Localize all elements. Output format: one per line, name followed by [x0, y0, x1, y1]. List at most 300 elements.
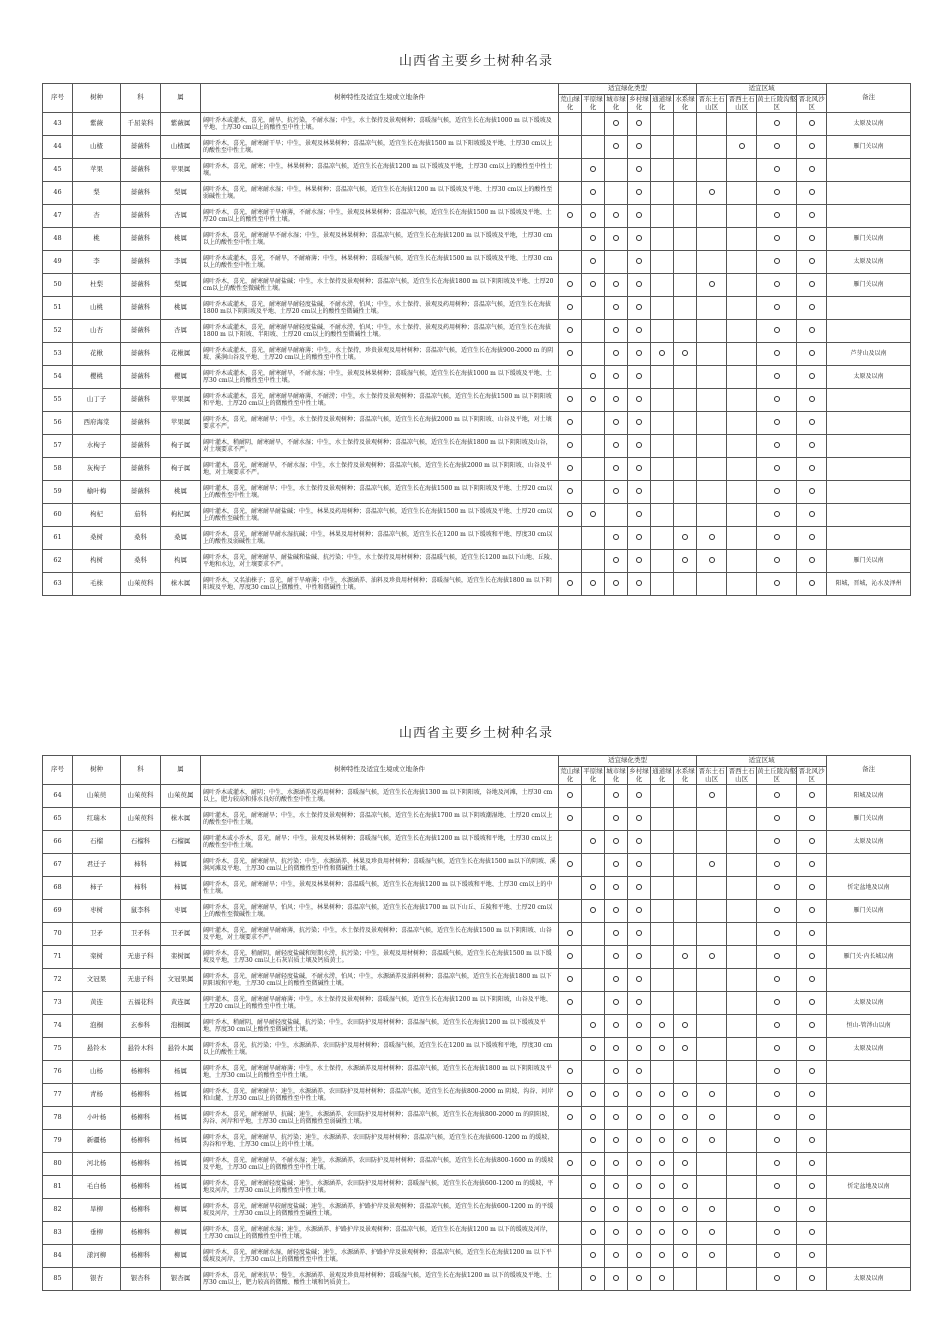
table-row — [43, 1199, 911, 1222]
cell-remark — [827, 320, 911, 343]
table-row — [43, 1130, 911, 1153]
cell-greening-mark — [674, 1153, 697, 1176]
suitable-circle-icon — [613, 838, 619, 844]
cell-genus: 柿属 — [161, 877, 201, 900]
suitable-circle-icon — [774, 884, 780, 890]
cell-region-mark — [757, 113, 797, 136]
cell-tree: 山杨 — [73, 1061, 121, 1084]
suitable-circle-icon — [567, 396, 573, 402]
suitable-circle-icon — [774, 212, 780, 218]
table-row — [43, 504, 911, 527]
suitable-circle-icon — [774, 861, 780, 867]
suitable-circle-icon — [809, 884, 815, 890]
cell-region-mark — [727, 785, 757, 808]
cell-greening-mark — [559, 946, 582, 969]
suitable-circle-icon — [636, 999, 642, 1005]
cell-greening-mark — [582, 389, 605, 412]
cell-remark: 忻定盆地及以南 — [827, 877, 911, 900]
suitable-circle-icon — [774, 166, 780, 172]
suitable-circle-icon — [613, 465, 619, 471]
cell-greening-mark — [628, 923, 651, 946]
table-row — [43, 481, 911, 504]
suitable-circle-icon — [613, 1045, 619, 1051]
cell-family: 桑科 — [121, 527, 161, 550]
suitable-circle-icon — [567, 1160, 573, 1166]
cell-greening-mark — [674, 1199, 697, 1222]
cell-family: 蔷薇科 — [121, 320, 161, 343]
cell-region-mark — [757, 297, 797, 320]
col-region: 晋西土石山区 — [728, 95, 755, 111]
cell-greening-mark — [559, 1061, 582, 1084]
suitable-circle-icon — [774, 1160, 780, 1166]
suitable-circle-icon — [774, 838, 780, 844]
suitable-circle-icon — [709, 861, 715, 867]
cell-greening-mark — [559, 1130, 582, 1153]
suitable-circle-icon — [567, 419, 573, 425]
suitable-circle-icon — [590, 1229, 596, 1235]
suitable-circle-icon — [636, 304, 642, 310]
col-region: 晋西土石山区 — [728, 767, 755, 783]
cell-region-mark — [697, 435, 727, 458]
cell-region-mark — [697, 923, 727, 946]
cell-greening-mark — [651, 550, 674, 573]
suitable-circle-icon — [590, 1275, 596, 1281]
cell-greening-mark — [605, 831, 628, 854]
cell-greening-mark — [628, 481, 651, 504]
cell-greening-mark — [559, 854, 582, 877]
cell-region-mark — [727, 854, 757, 877]
cell-remark — [827, 854, 911, 877]
cell-genus: 构属 — [161, 550, 201, 573]
cell-greening-mark — [674, 504, 697, 527]
cell-remark — [827, 458, 911, 481]
suitable-circle-icon — [636, 1275, 642, 1281]
cell-greening-mark — [582, 1015, 605, 1038]
col-region: 晋东土石山区 — [698, 95, 725, 111]
cell-greening-mark — [651, 1176, 674, 1199]
cell-family: 蔷薇科 — [121, 481, 161, 504]
cell-greening-mark — [628, 900, 651, 923]
suitable-circle-icon — [774, 1229, 780, 1235]
cell-tree: 毛梾 — [73, 573, 121, 596]
cell-greening-mark — [559, 343, 582, 366]
cell-tree: 河北杨 — [73, 1153, 121, 1176]
cell-region-mark — [797, 274, 827, 297]
cell-desc: 阔叶灌木或小乔木，喜光，耐旱；中生，景观及林果树种；喜暖湿气候，适宜生长在海拔1200 m 以下缓坡和平地，土厚30 cm以上的酸性至中性土壤。 — [201, 831, 559, 854]
cell-greening-mark — [651, 1222, 674, 1245]
cell-desc: 阔叶乔木，喜光，耐寒耐旱；中生，水土保持及景观树种；喜温凉气候，适宜生长在海拔2000 m 以下阴阳坡、山谷及平地，对土壤要求不严。 — [201, 412, 559, 435]
suitable-circle-icon — [636, 419, 642, 425]
cell-tree: 毛白杨 — [73, 1176, 121, 1199]
suitable-circle-icon — [636, 442, 642, 448]
cell-remark — [827, 1130, 911, 1153]
cell-greening-mark — [651, 1061, 674, 1084]
cell-region-mark — [797, 923, 827, 946]
suitable-circle-icon — [567, 861, 573, 867]
suitable-circle-icon — [809, 1114, 815, 1120]
cell-remark: 雁门关以南 — [827, 228, 911, 251]
cell-desc: 阔叶乔木，喜光，耐寒；中生，林果树种；喜温凉气候，适宜生长在海拔1200 m 以下缓坡及平地，土厚30 cm以上的酸性至中性土壤。 — [201, 159, 559, 182]
cell-family: 蔷薇科 — [121, 274, 161, 297]
suitable-circle-icon — [774, 1114, 780, 1120]
suitable-circle-icon — [613, 953, 619, 959]
suitable-circle-icon — [659, 1022, 665, 1028]
suitable-circle-icon — [613, 1275, 619, 1281]
cell-greening-mark — [674, 343, 697, 366]
table-row — [43, 877, 911, 900]
cell-greening-mark — [605, 412, 628, 435]
cell-greening-mark — [651, 435, 674, 458]
cell-seq: 76 — [43, 1061, 73, 1084]
suitable-circle-icon — [774, 930, 780, 936]
suitable-circle-icon — [590, 258, 596, 264]
suitable-circle-icon — [613, 815, 619, 821]
suitable-circle-icon — [636, 373, 642, 379]
cell-family: 柿科 — [121, 854, 161, 877]
cell-seq: 81 — [43, 1176, 73, 1199]
cell-greening-mark — [605, 1038, 628, 1061]
suitable-circle-icon — [809, 534, 815, 540]
suitable-circle-icon — [636, 1022, 642, 1028]
cell-region-mark — [797, 854, 827, 877]
cell-remark — [827, 1061, 911, 1084]
suitable-circle-icon — [774, 792, 780, 798]
cell-region-mark — [727, 877, 757, 900]
cell-region-mark — [797, 389, 827, 412]
cell-greening-mark — [605, 228, 628, 251]
cell-desc: 阔叶乔木，喜光，耐寒耐旱，抗碱；速生，水源涵养、农田防护及用材树种；喜温凉气候，适宜生长在海拔800-2000 m 的阴阳坡、沟谷、河岸和平地，土厚30 cm以上的微酸性至弱碱性土壤。 — [201, 1107, 559, 1130]
table-row — [43, 969, 911, 992]
suitable-circle-icon — [774, 1045, 780, 1051]
cell-greening-mark — [628, 205, 651, 228]
table-row — [43, 992, 911, 1015]
suitable-circle-icon — [809, 189, 815, 195]
suitable-circle-icon — [636, 1206, 642, 1212]
cell-region-mark — [697, 205, 727, 228]
cell-greening-mark — [582, 366, 605, 389]
cell-region-mark — [727, 1245, 757, 1268]
cell-tree: 山丁子 — [73, 389, 121, 412]
suitable-circle-icon — [636, 166, 642, 172]
cell-seq: 69 — [43, 900, 73, 923]
suitable-circle-icon — [567, 792, 573, 798]
col-greening: 水系绿化 — [675, 767, 695, 783]
suitable-circle-icon — [709, 1252, 715, 1258]
cell-desc: 阔叶乔木，稍耐阴，耐旱耐轻度盐碱，抗污染；中生，农田防护及用材树种；喜温湿气候，适宜生长在海拔1200 m 以下缓坡及平地，厚度30 cm以上酸性至微碱性土壤。 — [201, 1015, 559, 1038]
cell-region-mark — [727, 251, 757, 274]
cell-seq: 45 — [43, 159, 73, 182]
suitable-circle-icon — [613, 373, 619, 379]
suitable-circle-icon — [590, 1160, 596, 1166]
suitable-circle-icon — [809, 304, 815, 310]
col-region: 晋北风沙区 — [798, 95, 825, 111]
cell-greening-mark — [651, 854, 674, 877]
suitable-circle-icon — [809, 258, 815, 264]
cell-region-mark — [797, 1199, 827, 1222]
cell-greening-mark — [559, 785, 582, 808]
cell-family: 杨柳科 — [121, 1222, 161, 1245]
suitable-circle-icon — [590, 511, 596, 517]
cell-family: 蔷薇科 — [121, 159, 161, 182]
cell-greening-mark — [651, 946, 674, 969]
cell-region-mark — [697, 831, 727, 854]
cell-family: 桑科 — [121, 550, 161, 573]
cell-region-mark — [757, 946, 797, 969]
suitable-circle-icon — [809, 511, 815, 517]
cell-genus: 杨属 — [161, 1061, 201, 1084]
cell-greening-mark — [628, 1061, 651, 1084]
cell-remark — [827, 527, 911, 550]
cell-region-mark — [697, 481, 727, 504]
cell-region-mark — [727, 366, 757, 389]
cell-region-mark — [797, 1130, 827, 1153]
suitable-circle-icon — [636, 212, 642, 218]
cell-region-mark — [797, 366, 827, 389]
cell-greening-mark — [582, 946, 605, 969]
cell-greening-mark — [628, 182, 651, 205]
cell-region-mark — [797, 412, 827, 435]
cell-remark — [827, 1245, 911, 1268]
suitable-circle-icon — [590, 1183, 596, 1189]
suitable-circle-icon — [590, 212, 596, 218]
cell-region-mark — [757, 1222, 797, 1245]
cell-family: 蔷薇科 — [121, 412, 161, 435]
suitable-circle-icon — [567, 1114, 573, 1120]
cell-region-mark — [757, 1107, 797, 1130]
table-row — [43, 573, 911, 596]
cell-family: 五福花科 — [121, 992, 161, 1015]
cell-region-mark — [757, 808, 797, 831]
cell-tree: 紫薇 — [73, 113, 121, 136]
cell-seq: 66 — [43, 831, 73, 854]
cell-greening-mark — [582, 1107, 605, 1130]
cell-region-mark — [757, 412, 797, 435]
cell-greening-mark — [559, 550, 582, 573]
cell-greening-mark — [605, 1015, 628, 1038]
cell-region-mark — [757, 831, 797, 854]
col-region: 晋东土石山区 — [698, 767, 725, 783]
cell-region-mark — [757, 573, 797, 596]
cell-genus: 梾木属 — [161, 808, 201, 831]
cell-region-mark — [757, 992, 797, 1015]
cell-greening-mark — [628, 1130, 651, 1153]
cell-desc: 阔叶乔木，喜光，耐寒耐干旱；中生，景观及林果树种；喜温凉气候，适宜生长在海拔1500 m 以下阳坡缓及平地、土厚30 cm以上的酸性至中性土壤。 — [201, 136, 559, 159]
cell-region-mark — [797, 877, 827, 900]
cell-greening-mark — [582, 1061, 605, 1084]
cell-tree: 花楸 — [73, 343, 121, 366]
table-row — [43, 900, 911, 923]
cell-greening-mark — [559, 573, 582, 596]
col-greening-group: 适宜绿化类型 — [559, 84, 697, 95]
cell-genus: 杨属 — [161, 1107, 201, 1130]
cell-region-mark — [757, 1061, 797, 1084]
cell-desc: 阔叶乔木，喜光，耐寒耐旱耐水湿抗碱；中生，林果及用材树种；喜温凉气候，适宜生长在1200 m 以下缓坡和平地、厚度30 cm以上的酸性及弱碱性土壤。 — [201, 527, 559, 550]
cell-region-mark — [697, 1176, 727, 1199]
suitable-circle-icon — [809, 120, 815, 126]
suitable-circle-icon — [659, 1183, 665, 1189]
table-body — [43, 785, 911, 1291]
suitable-circle-icon — [709, 557, 715, 563]
cell-greening-mark — [674, 969, 697, 992]
suitable-circle-icon — [774, 1206, 780, 1212]
cell-genus: 泡桐属 — [161, 1015, 201, 1038]
cell-remark: 阳城及以南 — [827, 785, 911, 808]
cell-seq: 54 — [43, 366, 73, 389]
cell-region-mark — [797, 343, 827, 366]
cell-family: 蔷薇科 — [121, 297, 161, 320]
cell-region-mark — [727, 946, 757, 969]
cell-greening-mark — [628, 785, 651, 808]
cell-desc: 阔叶乔木，又名油梾子；喜光，耐干旱瘠薄；中生，水源涵养、油料及珍贵用材树种；喜暖湿气候，适宜生长在海拔1800 m 以下阴阳坡及平地、厚度30 cm以上微酸性、中性和微碱性土壤。 — [201, 573, 559, 596]
cell-region-mark — [697, 877, 727, 900]
cell-region-mark — [727, 274, 757, 297]
cell-region-mark — [727, 1153, 757, 1176]
cell-greening-mark — [674, 1268, 697, 1291]
table-row — [43, 1084, 911, 1107]
cell-tree: 梨 — [73, 182, 121, 205]
cell-greening-mark — [651, 527, 674, 550]
cell-greening-mark — [651, 785, 674, 808]
suitable-circle-icon — [659, 1229, 665, 1235]
suitable-circle-icon — [567, 442, 573, 448]
cell-desc: 阔叶乔木或灌木，喜光，耐旱，抗污染，不耐水湿；中生，水土保持及景观树种；喜暖湿气候，适宜生长在海拔1000 m 以下缓坡及平地、土厚30 cm以上的酸性至中性土壤。 — [201, 113, 559, 136]
cell-remark — [827, 1153, 911, 1176]
cell-remark — [827, 159, 911, 182]
suitable-circle-icon — [709, 281, 715, 287]
cell-greening-mark — [628, 527, 651, 550]
cell-region-mark — [697, 113, 727, 136]
col-greening: 通道绿化 — [652, 95, 672, 111]
cell-greening-mark — [674, 923, 697, 946]
cell-tree: 卫矛 — [73, 923, 121, 946]
cell-greening-mark — [628, 343, 651, 366]
cell-greening-mark — [651, 228, 674, 251]
suitable-circle-icon — [636, 792, 642, 798]
cell-greening-mark — [605, 527, 628, 550]
cell-tree: 黄连 — [73, 992, 121, 1015]
suitable-circle-icon — [774, 327, 780, 333]
cell-greening-mark — [582, 900, 605, 923]
table-row — [43, 1153, 911, 1176]
cell-region-mark — [727, 343, 757, 366]
suitable-circle-icon — [774, 511, 780, 517]
suitable-circle-icon — [809, 235, 815, 241]
suitable-circle-icon — [636, 861, 642, 867]
cell-greening-mark — [605, 900, 628, 923]
cell-greening-mark — [605, 1084, 628, 1107]
suitable-circle-icon — [809, 166, 815, 172]
cell-region-mark — [727, 1199, 757, 1222]
suitable-circle-icon — [809, 815, 815, 821]
cell-region-mark — [797, 550, 827, 573]
cell-greening-mark — [582, 573, 605, 596]
cell-seq: 84 — [43, 1245, 73, 1268]
suitable-circle-icon — [613, 1229, 619, 1235]
cell-family: 蔷薇科 — [121, 136, 161, 159]
cell-region-mark — [697, 946, 727, 969]
cell-remark: 太原及以南 — [827, 1268, 911, 1291]
suitable-circle-icon — [636, 1045, 642, 1051]
cell-desc: 阔叶灌木，喜光，耐寒耐旱耐瘠薄；中生，水土保持及景观树种；喜暖湿气候，适宜生长在海拔1200 m 以下阴阳坡，山谷及平地、土厚20 cm以上的酸性至中性土壤。 — [201, 992, 559, 1015]
suitable-circle-icon — [809, 1160, 815, 1166]
cell-remark: 芦芽山及以南 — [827, 343, 911, 366]
cell-greening-mark — [605, 343, 628, 366]
cell-greening-mark — [628, 992, 651, 1015]
suitable-circle-icon — [613, 580, 619, 586]
suitable-circle-icon — [809, 373, 815, 379]
cell-family: 蔷薇科 — [121, 343, 161, 366]
cell-region-mark — [697, 785, 727, 808]
cell-greening-mark — [674, 1130, 697, 1153]
cell-seq: 71 — [43, 946, 73, 969]
cell-region-mark — [757, 923, 797, 946]
cell-greening-mark — [559, 1084, 582, 1107]
cell-region-mark — [797, 297, 827, 320]
cell-greening-mark — [674, 320, 697, 343]
cell-family: 银杏科 — [121, 1268, 161, 1291]
cell-greening-mark — [628, 854, 651, 877]
cell-remark: 太原及以南 — [827, 1038, 911, 1061]
cell-region-mark — [797, 946, 827, 969]
cell-family: 石榴科 — [121, 831, 161, 854]
cell-seq: 46 — [43, 182, 73, 205]
col-desc: 树种特性及适宜生境或立地条件 — [201, 84, 559, 113]
suitable-circle-icon — [774, 999, 780, 1005]
table-row — [43, 946, 911, 969]
cell-desc: 阔叶乔木，喜光，耐寒耐旱，抗污染；中生，水源涵养、林果及珍贵用材树种；喜暖湿气候，适宜生长在海拔1500 m以下的阴坡、溪涧河滩及平地、土厚30 cm以上的微酸性至中性和微碱性土壤。 — [201, 854, 559, 877]
cell-remark — [827, 504, 911, 527]
cell-region-mark — [797, 159, 827, 182]
cell-greening-mark — [559, 1245, 582, 1268]
cell-tree: 悬铃木 — [73, 1038, 121, 1061]
cell-remark — [827, 205, 911, 228]
cell-greening-mark — [582, 1222, 605, 1245]
suitable-circle-icon — [809, 1183, 815, 1189]
cell-greening-mark — [628, 1153, 651, 1176]
cell-region-mark — [797, 320, 827, 343]
suitable-circle-icon — [774, 580, 780, 586]
cell-greening-mark — [559, 1038, 582, 1061]
cell-greening-mark — [582, 481, 605, 504]
cell-region-mark — [697, 527, 727, 550]
suitable-circle-icon — [567, 1068, 573, 1074]
cell-region-mark — [757, 877, 797, 900]
cell-greening-mark — [651, 343, 674, 366]
cell-greening-mark — [559, 205, 582, 228]
cell-region-mark — [697, 228, 727, 251]
suitable-circle-icon — [636, 580, 642, 586]
cell-region-mark — [727, 900, 757, 923]
suitable-circle-icon — [682, 1137, 688, 1143]
cell-region-mark — [697, 1130, 727, 1153]
suitable-circle-icon — [567, 930, 573, 936]
cell-desc: 阔叶灌木，喜光，耐寒耐旱；中生，水土保持及景观树种；喜温凉气候，适宜生长在海拔1500 m 以下阴阳坡及平地、土厚20 cm以上的酸性至中性土壤。 — [201, 481, 559, 504]
cell-greening-mark — [651, 320, 674, 343]
suitable-circle-icon — [567, 815, 573, 821]
cell-greening-mark — [559, 113, 582, 136]
cell-greening-mark — [628, 550, 651, 573]
suitable-circle-icon — [613, 419, 619, 425]
cell-seq: 63 — [43, 573, 73, 596]
suitable-circle-icon — [590, 189, 596, 195]
cell-greening-mark — [605, 550, 628, 573]
col-greening: 平原绿化 — [583, 767, 603, 783]
cell-greening-mark — [651, 182, 674, 205]
cell-greening-mark — [651, 1107, 674, 1130]
cell-region-mark — [757, 527, 797, 550]
cell-greening-mark — [605, 366, 628, 389]
cell-region-mark — [727, 1084, 757, 1107]
